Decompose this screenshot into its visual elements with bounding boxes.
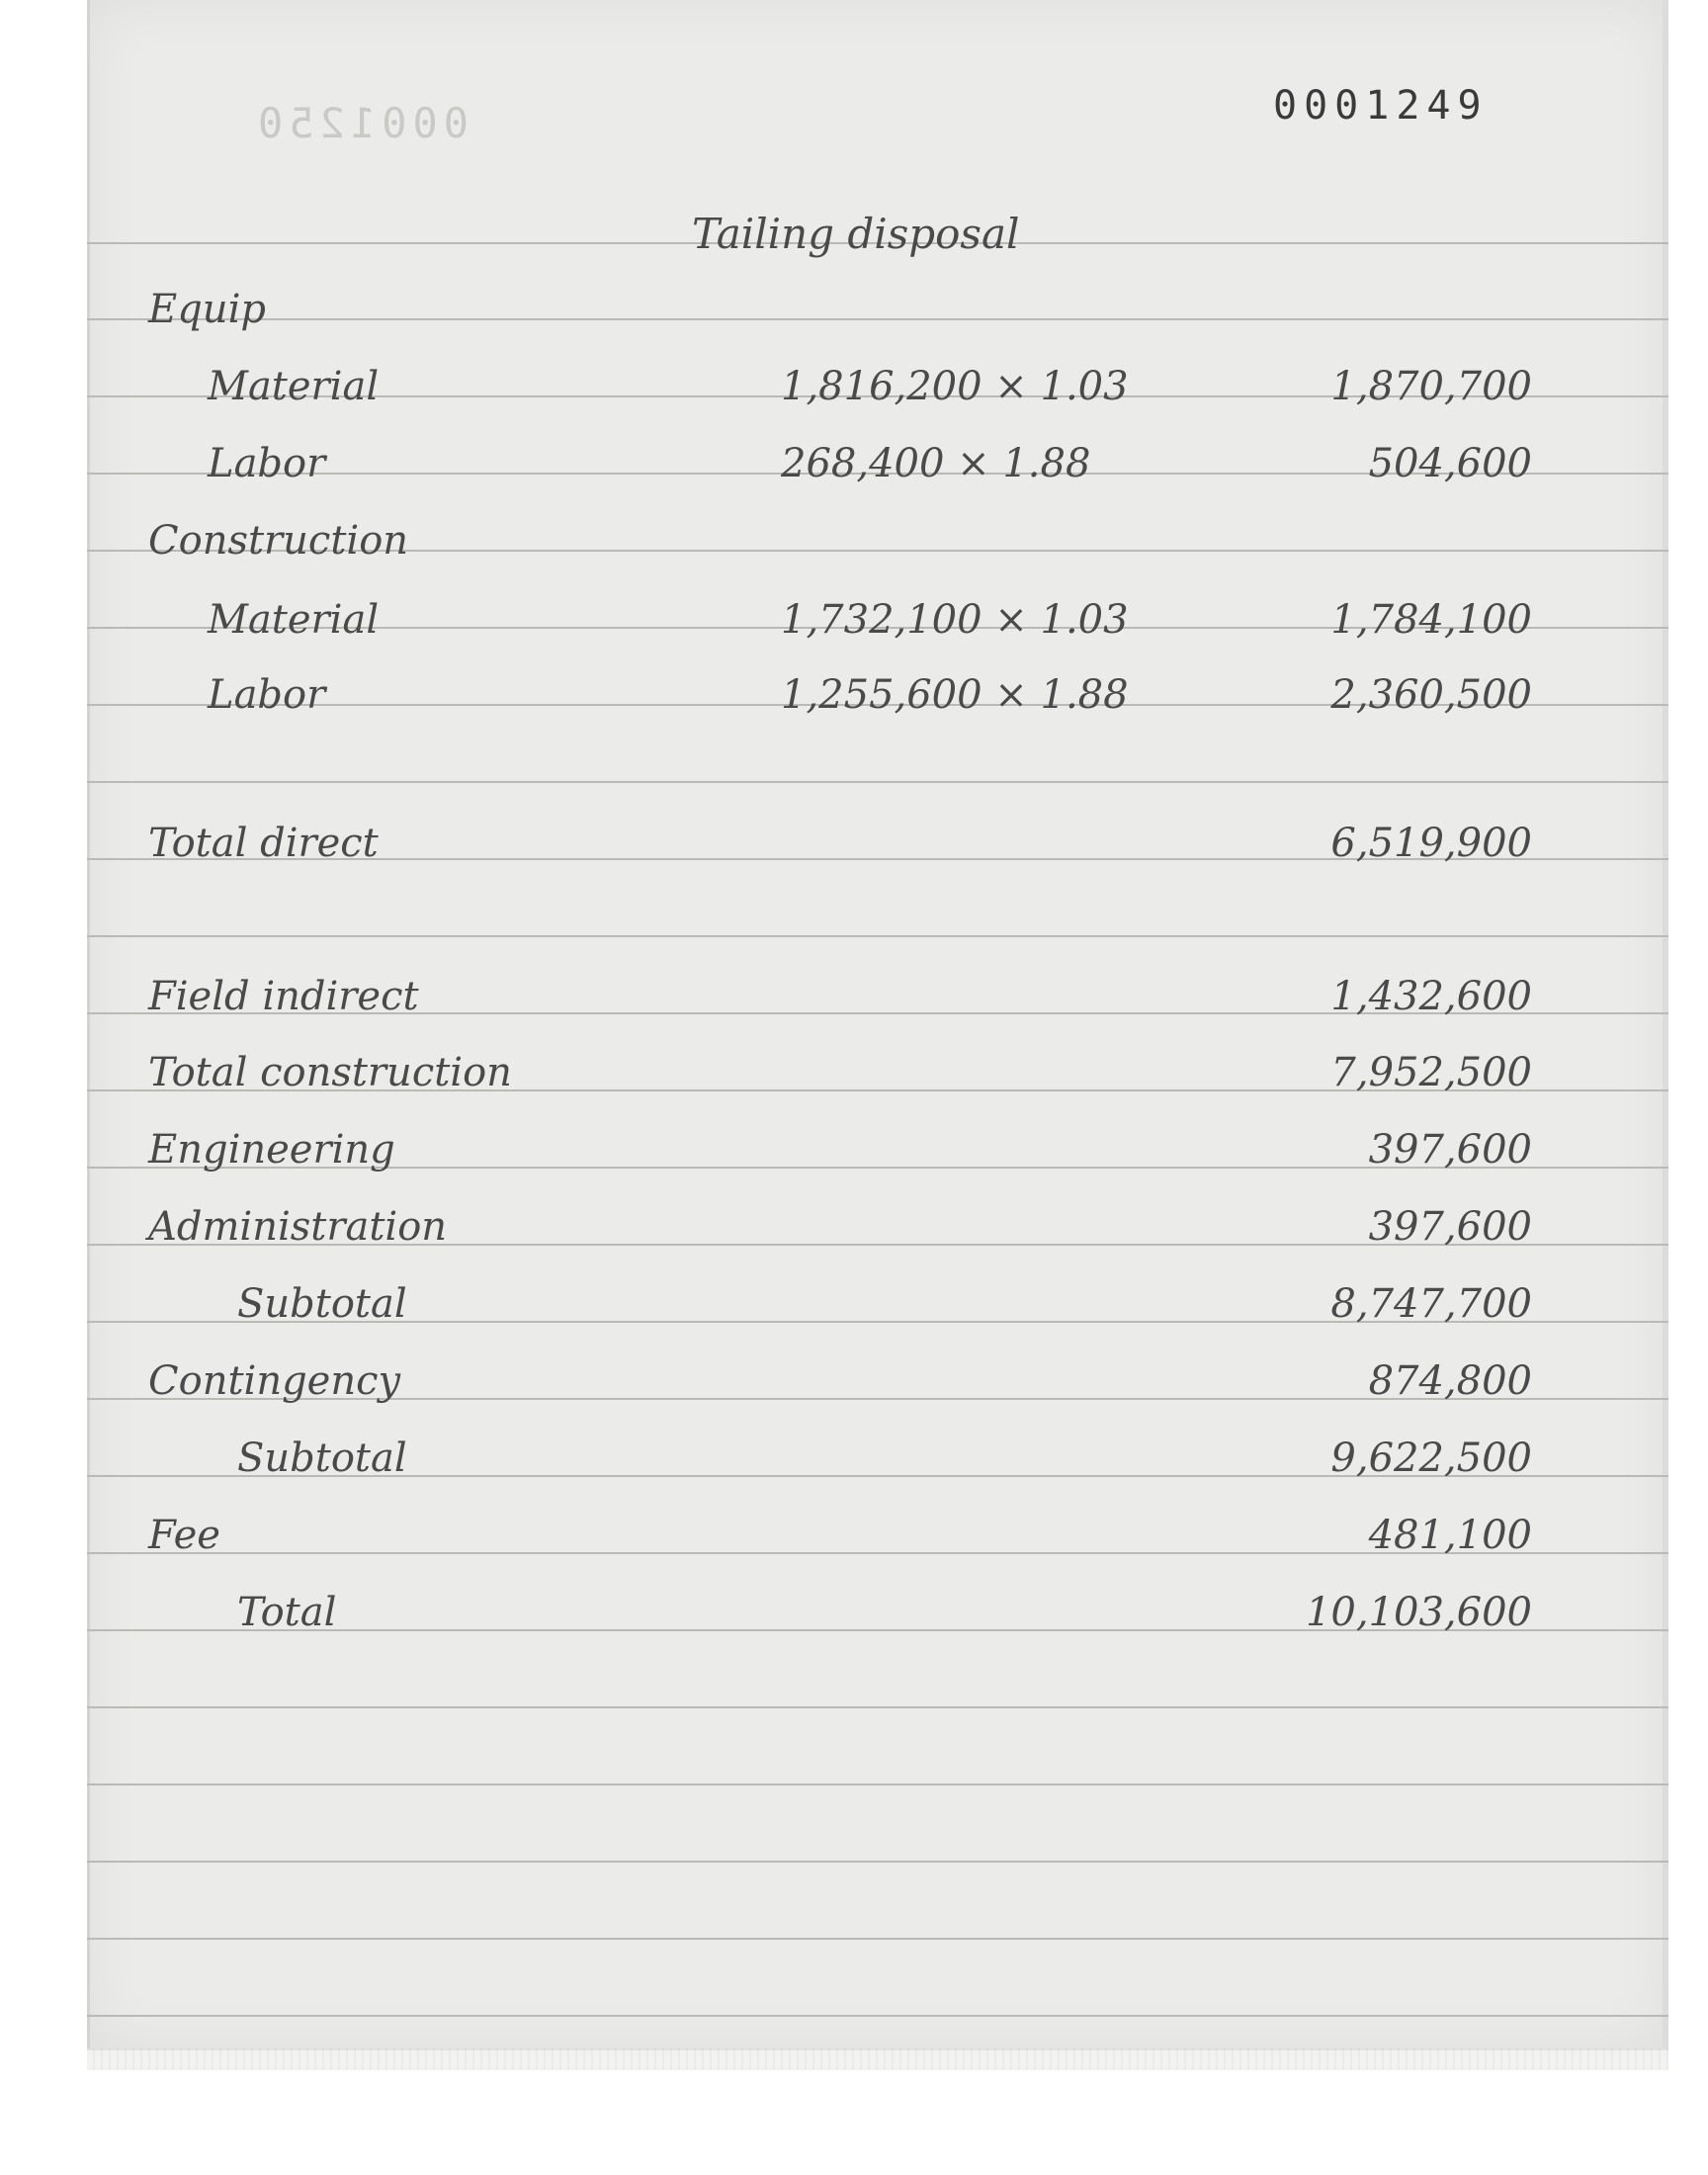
ruled-line xyxy=(87,1861,1668,1863)
line-row xyxy=(148,1050,1532,1105)
line-label: Engineering xyxy=(148,1127,395,1173)
document-number-stamp: 0001249 xyxy=(1273,83,1489,129)
line-row xyxy=(148,441,1532,496)
line-row xyxy=(148,672,1532,728)
line-calculation: 1,255,600 × 1.88 xyxy=(781,672,1129,718)
line-label: Subtotal xyxy=(237,1436,407,1481)
ruled-line xyxy=(87,1706,1668,1708)
line-row xyxy=(148,1204,1532,1260)
ruled-line xyxy=(87,781,1668,783)
line-amount: 397,600 xyxy=(1368,1204,1532,1250)
line-amount: 8,747,700 xyxy=(1330,1281,1532,1327)
line-amount: 1,784,100 xyxy=(1330,597,1532,643)
line-label: Equip xyxy=(148,287,266,332)
line-row xyxy=(148,518,1532,573)
line-label: Total construction xyxy=(148,1050,512,1095)
ruled-line xyxy=(87,1784,1668,1785)
line-amount: 1,870,700 xyxy=(1330,364,1532,409)
line-calculation: 1,732,100 × 1.03 xyxy=(781,597,1129,643)
line-row xyxy=(148,821,1532,876)
line-label: Construction xyxy=(148,518,409,564)
line-label: Contingency xyxy=(148,1358,401,1404)
line-amount: 481,100 xyxy=(1368,1513,1532,1558)
line-calculation: 268,400 × 1.88 xyxy=(781,441,1091,486)
line-row xyxy=(148,287,1532,342)
line-label: Total xyxy=(237,1590,337,1635)
line-label: Administration xyxy=(148,1204,448,1250)
line-amount: 10,103,600 xyxy=(1305,1590,1532,1635)
ruled-line xyxy=(87,935,1668,937)
line-row xyxy=(148,1513,1532,1568)
line-amount: 397,600 xyxy=(1368,1127,1532,1173)
line-label: Material xyxy=(208,597,380,643)
line-label: Material xyxy=(208,364,380,409)
bleed-through-stamp: 0001250 xyxy=(252,99,470,147)
line-amount: 7,952,500 xyxy=(1330,1050,1532,1095)
line-amount: 6,519,900 xyxy=(1330,821,1532,866)
ruled-line xyxy=(87,2015,1668,2017)
line-label: Labor xyxy=(208,672,326,718)
line-row xyxy=(148,1127,1532,1182)
line-row xyxy=(148,974,1532,1029)
sheet-title: Tailing disposal xyxy=(692,210,1020,258)
line-amount: 504,600 xyxy=(1368,441,1532,486)
line-label: Total direct xyxy=(148,821,379,866)
line-row xyxy=(148,1590,1532,1645)
left-margin-line xyxy=(87,0,90,2048)
ruled-line xyxy=(87,1938,1668,1940)
line-amount: 1,432,600 xyxy=(1330,974,1532,1019)
line-amount: 9,622,500 xyxy=(1330,1436,1532,1481)
scan-bottom-edge xyxy=(87,2048,1668,2070)
line-row xyxy=(148,1436,1532,1491)
line-calculation: 1,816,200 × 1.03 xyxy=(781,364,1129,409)
line-row xyxy=(148,364,1532,419)
line-amount: 2,360,500 xyxy=(1330,672,1532,718)
line-amount: 874,800 xyxy=(1368,1358,1532,1404)
line-label: Fee xyxy=(148,1513,220,1558)
line-row xyxy=(148,1281,1532,1337)
line-label: Subtotal xyxy=(237,1281,407,1327)
line-row xyxy=(148,597,1532,652)
line-label: Field indirect xyxy=(148,974,419,1019)
line-label: Labor xyxy=(208,441,326,486)
perforated-edge xyxy=(1663,0,1668,2048)
line-row xyxy=(148,1358,1532,1414)
